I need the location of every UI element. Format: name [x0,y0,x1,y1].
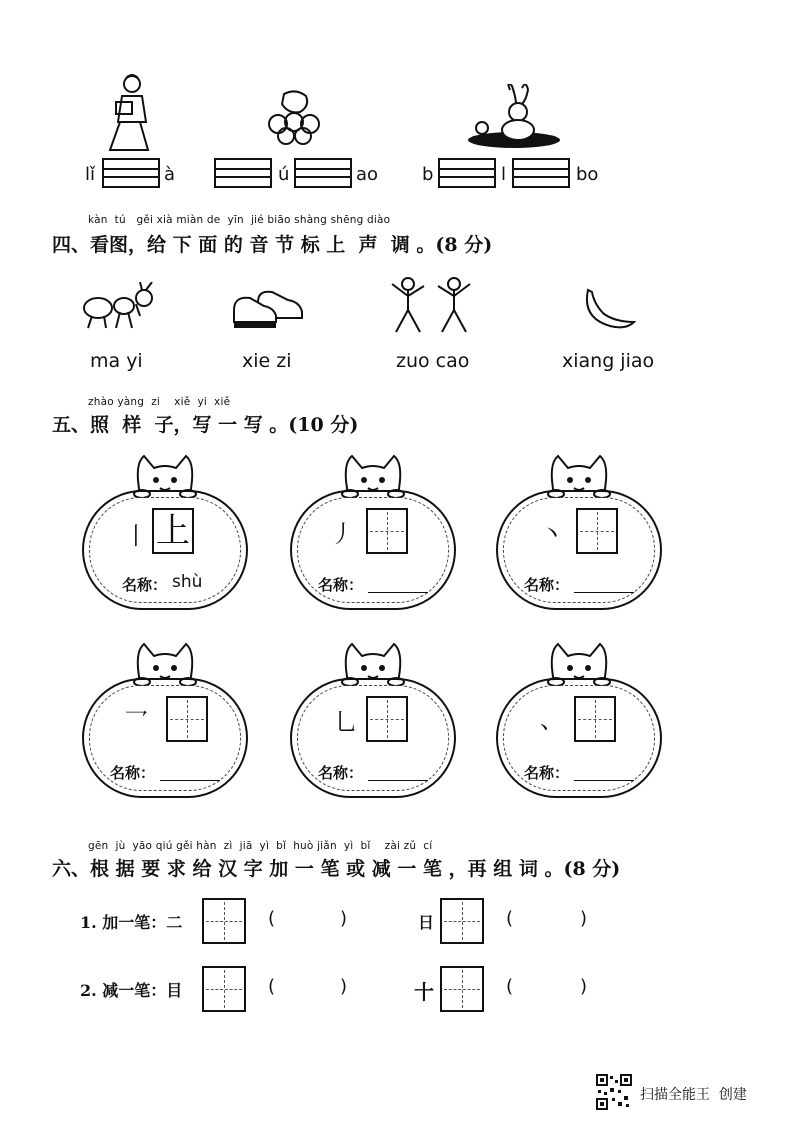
label-zuo-cao: zuo cao [396,350,470,372]
name-answer-line[interactable] [160,766,220,781]
label-xie-zi: xie zi [242,350,292,372]
writing-grid[interactable] [166,696,208,742]
name-answer-line[interactable] [368,766,428,781]
banana-icon [580,288,636,332]
stroke-glyph: 丨 [124,522,148,550]
pinyin-blank-3[interactable] [294,158,352,188]
name-answer-line[interactable] [368,578,428,593]
pinyin-blank-4[interactable] [438,158,496,188]
paren-open: ( [506,976,514,997]
paren-open: ( [268,976,276,997]
syllable-u: ú [278,164,290,185]
answer-grid-add-1[interactable] [202,898,246,944]
rabbit-icon [466,84,562,150]
answer-grid-add-2[interactable] [440,898,484,944]
section5-heading: 五、照 样 子，写 一 写 。(10 分) [52,414,359,436]
writing-grid[interactable] [366,508,408,554]
paren-close[interactable]: ) [580,976,588,997]
example-char: 上 [156,511,190,551]
stroke-glyph: 乚 [334,708,358,736]
footer-text: 扫描全能王 创建 [640,1087,747,1103]
stroke-glyph: 丶 [540,520,564,548]
task-remove-stroke: 2. 减一笔：目 [80,981,183,1000]
pinyin-blank-2[interactable] [214,158,272,188]
pinyin-blank-5[interactable] [512,158,570,188]
syllable-li: lǐ [85,164,96,185]
name-answer-line[interactable] [574,578,634,593]
stroke-glyph: 、 [540,706,564,734]
example-answer: shù [172,572,203,592]
stroke-glyph: 丿 [330,520,354,548]
syllable-bo: bo [576,164,599,185]
section5-pinyin: zhào yàng zi xiě yi xiě [88,396,231,408]
paren-open: ( [268,908,276,929]
grapes-icon [266,90,328,146]
name-answer-line[interactable] [574,766,634,781]
char-shi: 十 [414,980,434,1004]
name-label: 名称： [524,576,570,594]
syllable-b: b [422,164,434,185]
name-label: 名称： [122,576,168,594]
ant-icon [80,282,160,332]
task-add-stroke: 1. 加一笔：二 [80,913,183,932]
writing-grid[interactable] [576,508,618,554]
label-ma-yi: ma yi [90,350,143,372]
section6-pinyin: gēn jù yāo qiú gěi hàn zì jiā yì bǐ huò jiǎn yì bǐ zài zǔ cí [88,840,433,852]
paren-open: ( [506,908,514,929]
paren-close[interactable]: ) [340,976,348,997]
exercise-icon [386,276,478,334]
section6-heading: 六、根 据 要 求 给 汉 字 加 一 笔 或 减 一 笔 ，再 组 词 。(8 分) [52,858,621,880]
section4-pinyin: kàn tú gěi xià miàn de yīn jié biāo shàng shēng diào [88,214,391,226]
qr-code-icon [596,1074,632,1110]
label-xiang-jiao: xiang jiao [562,350,655,372]
syllable-ao: ao [356,164,379,185]
syllable-a: à [164,164,176,185]
answer-grid-remove-1[interactable] [202,966,246,1012]
child-reading-icon [104,72,154,152]
syllable-l: l [501,164,507,185]
stroke-glyph: 乛 [124,708,148,736]
pinyin-blank-1[interactable] [102,158,160,188]
writing-grid[interactable] [574,696,616,742]
paren-close[interactable]: ) [340,908,348,929]
name-label: 名称： [318,576,364,594]
paren-close[interactable]: ) [580,908,588,929]
char-ri: 日 [418,913,435,932]
writing-grid[interactable] [366,696,408,742]
shoes-icon [230,290,306,332]
section4-heading: 四、看图，给 下 面 的 音 节 标 上 声 调 。(8 分) [52,234,493,256]
name-label: 名称： [110,764,156,782]
example-char-box [152,508,194,554]
name-label: 名称： [318,764,364,782]
name-label: 名称： [524,764,570,782]
answer-grid-remove-2[interactable] [440,966,484,1012]
